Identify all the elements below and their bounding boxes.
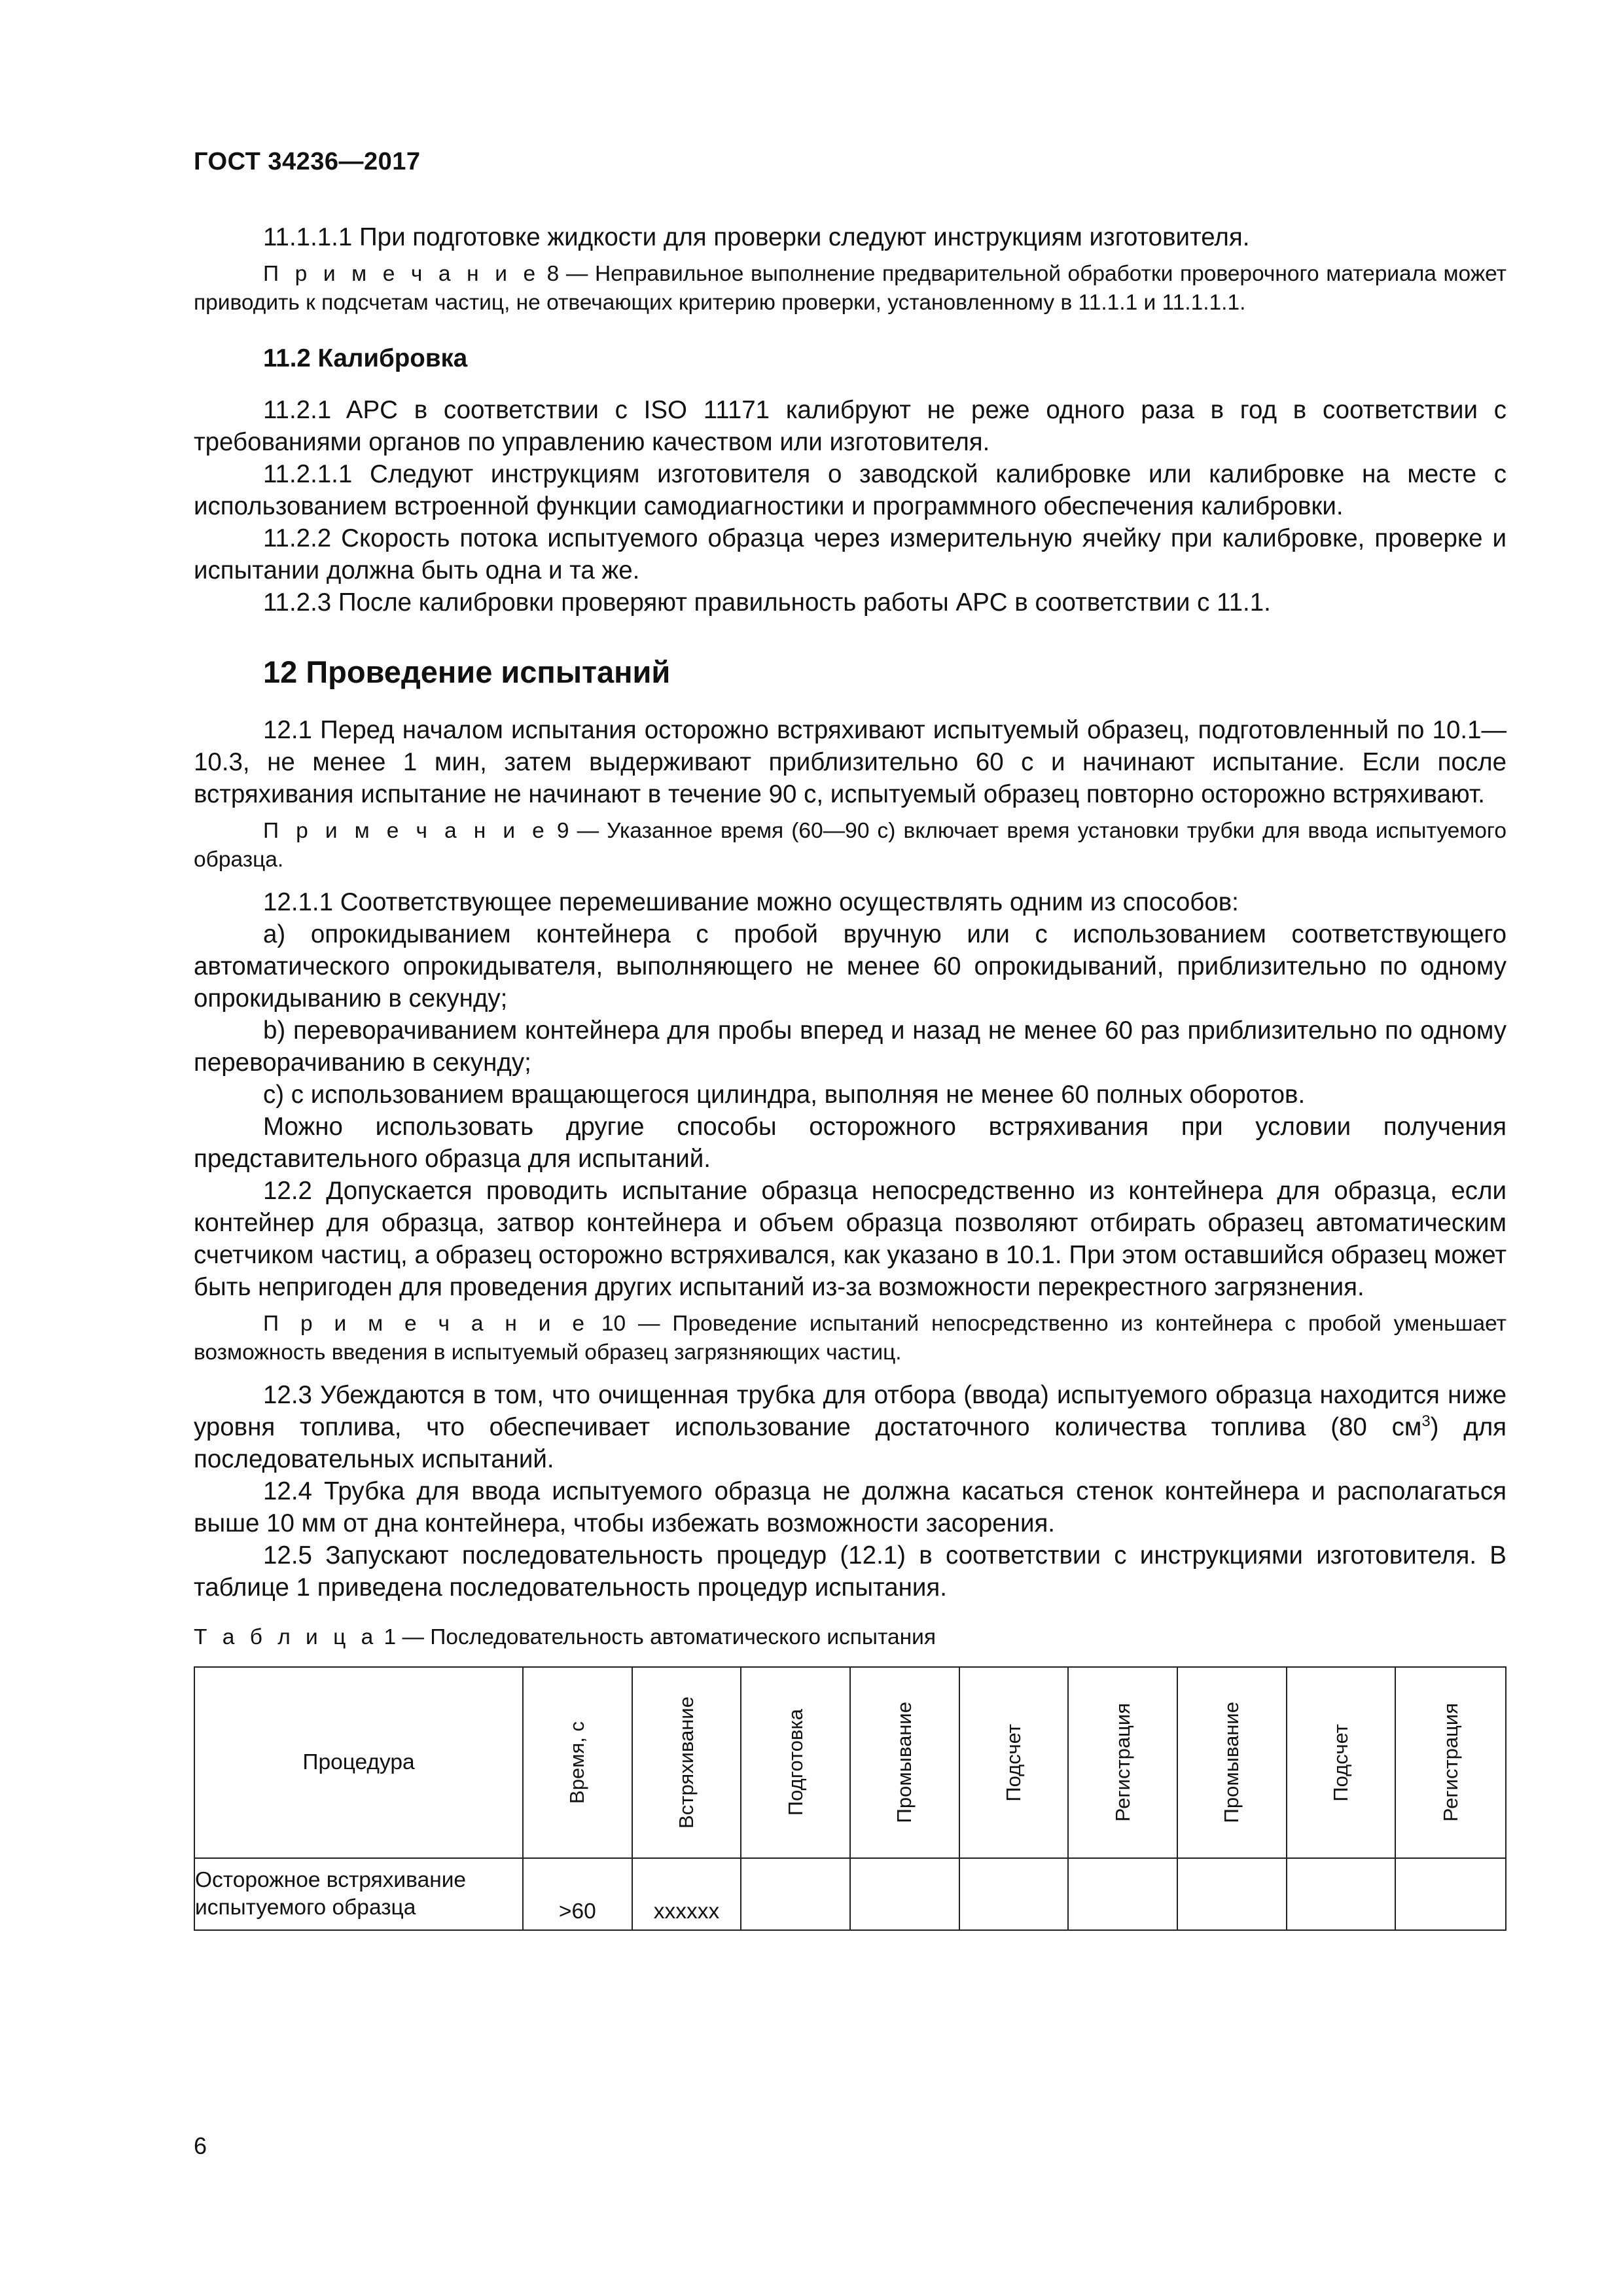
table-header-row: [194, 1667, 1506, 1858]
paragraph-11-2-1-1: 11.2.1.1 Следуют инструкциям изготовителя о заводской калибровке или калибровке на месте с использованием встроенной функции самодиагностики и программного обеспечения калибровки.: [194, 460, 1507, 520]
paragraph-12-1-1-other: Можно использовать другие способы осторожного встряхивания при условии получения представительного образца для испытаний.: [194, 1113, 1507, 1173]
table-row: [194, 1858, 1506, 1930]
table-caption: [194, 1623, 1507, 1652]
note-9: [194, 817, 1507, 874]
paragraph-12-1: 12.1 Перед началом испытания осторожно встряхивают испытуемый образец, подготовленный по 10.1—10.3, не менее 1 мин, затем выдерживают приблизительно 60 с и начинают испытание. Если после встряхивания испытание не начинают в течение 90 с, испытуемый образец повторно осторожно встряхивают.: [194, 716, 1507, 808]
note-text: 8 — Неправильное выполнение предварительной обработки проверочного материала может приводить к подсчетам частиц, не отвечающих критерию проверки, установленному в 11.1.1 и 11.1.1.1.: [194, 262, 1507, 315]
table-cell-empty: [1177, 1858, 1287, 1930]
paragraph-12-1-1-a: а) опрокидыванием контейнера с пробой вручную или с использованием соответствующего автоматического опрокидывателя, выполняющего не менее 60 опрокидываний, приблизительно по одному опрокидыванию в секунду;: [194, 920, 1507, 1013]
table-cell-procedure: Осторожное встряхивание испытуемого образца: [194, 1858, 523, 1930]
note-8: [194, 260, 1507, 317]
col-header: Время, с: [523, 1667, 632, 1858]
table-cell-empty: [1287, 1858, 1396, 1930]
note-10: [194, 1310, 1507, 1367]
paragraph-12-4: 12.4 Трубка для ввода испытуемого образца не должна касаться стенок контейнера и располагаться выше 10 мм от дна контейнера, чтобы избежать возможности засорения.: [194, 1477, 1507, 1537]
paragraph-12-1-1-c: c) с использованием вращающегося цилиндра, выполняя не менее 60 полных оборотов.: [263, 1081, 1306, 1109]
col-header: Подготовка: [741, 1667, 850, 1858]
table-cell-shake: xxxxxx: [632, 1858, 741, 1930]
table-cell-empty: [850, 1858, 959, 1930]
paragraph-12-5: 12.5 Запускают последовательность процедур (12.1) в соответствии с инструкциями изготовителя. В таблице 1 приведена последовательность процедур испытания.: [194, 1541, 1507, 1602]
heading-12: 12 Проведение испытаний: [263, 655, 671, 689]
table-cell-time: >60: [523, 1858, 632, 1930]
note-label: П р и м е ч а н и е: [263, 819, 549, 843]
document-body: [194, 221, 1507, 1931]
procedure-table: [194, 1666, 1507, 1931]
note-text: 9 — Указанное время (60—90 с) включает время установки трубки для ввода испытуемого образца.: [194, 819, 1507, 872]
paragraph-12-1-1-b: b) переворачиванием контейнера для пробы вперед и назад не менее 60 раз приблизительно по одному переворачиванию в секунду;: [194, 1016, 1507, 1077]
heading-11-2: 11.2 Калибровка: [263, 344, 468, 372]
table-cell-empty: [959, 1858, 1069, 1930]
col-header: Промывание: [850, 1667, 959, 1858]
paragraph-11-2-3: 11.2.3 После калибровки проверяют правильность работы APC в соответствии с 11.1.: [263, 588, 1271, 617]
page-number: 6: [194, 2132, 207, 2159]
col-header-procedure: Процедура: [194, 1667, 523, 1858]
col-header: Регистрация: [1395, 1667, 1506, 1858]
col-header: Подсчет: [1287, 1667, 1396, 1858]
col-header: Встряхивание: [632, 1667, 741, 1858]
table-caption-text: 1 — Последовательность автоматического испытания: [378, 1625, 936, 1649]
paragraph-11-2-1: 11.2.1 APC в соответствии с ISO 11171 калибруют не реже одного раза в год в соответствии с требованиями органов по управлению качеством или изготовителя.: [194, 396, 1507, 456]
paragraph-11-2-2: 11.2.2 Скорость потока испытуемого образца через измерительную ячейку при калибровке, проверке и испытании должна быть одна и та же.: [194, 524, 1507, 584]
col-header: Промывание: [1177, 1667, 1287, 1858]
table-cell-empty: [1068, 1858, 1177, 1930]
col-header: Регистрация: [1068, 1667, 1177, 1858]
col-header: Подсчет: [959, 1667, 1069, 1858]
paragraph-12-1-1: 12.1.1 Соответствующее перемешивание можно осуществлять одним из способов:: [263, 888, 1239, 916]
paragraph-12-2: 12.2 Допускается проводить испытание образца непосредственно из контейнера для образца, если контейнер для образца, затвор контейнера и объем образца позволяют отбирать образец автоматическим счетчиком частиц, а образец осторожно встряхивался, как указано в 10.1. При этом оставшийся образец может быть непригоден для проведения других испытаний из-за возможности перекрестного загрязнения.: [194, 1177, 1507, 1301]
table-cell-empty: [1395, 1858, 1506, 1930]
table-cell-empty: [741, 1858, 850, 1930]
paragraph-12-3: [194, 1379, 1507, 1475]
note-label: П р и м е ч а н и е: [263, 262, 541, 286]
table-caption-label: Т а б л и ц а: [194, 1625, 378, 1649]
note-text: 10 — Проведение испытаний непосредственно из контейнера с пробой уменьшает возможность введения в испытуемый образец загрязняющих частиц.: [194, 1312, 1507, 1365]
document-header: ГОСТ 34236—2017: [194, 148, 421, 175]
paragraph-12-3-after: ) для последовательных испытаний.: [194, 1413, 1507, 1473]
paragraph-11-1-1-1: 11.1.1.1 При подготовке жидкости для проверки следуют инструкциям изготовителя.: [263, 223, 1250, 251]
superscript: 3: [1421, 1412, 1431, 1431]
paragraph-12-3-before: 12.3 Убеждаются в том, что очищенная трубка для отбора (ввода) испытуемого образца находится ниже уровня топлива, что обеспечивает использование достаточного количества топлива (80 см: [194, 1381, 1507, 1441]
note-label: П р и м е ч а н и е: [263, 1312, 589, 1336]
